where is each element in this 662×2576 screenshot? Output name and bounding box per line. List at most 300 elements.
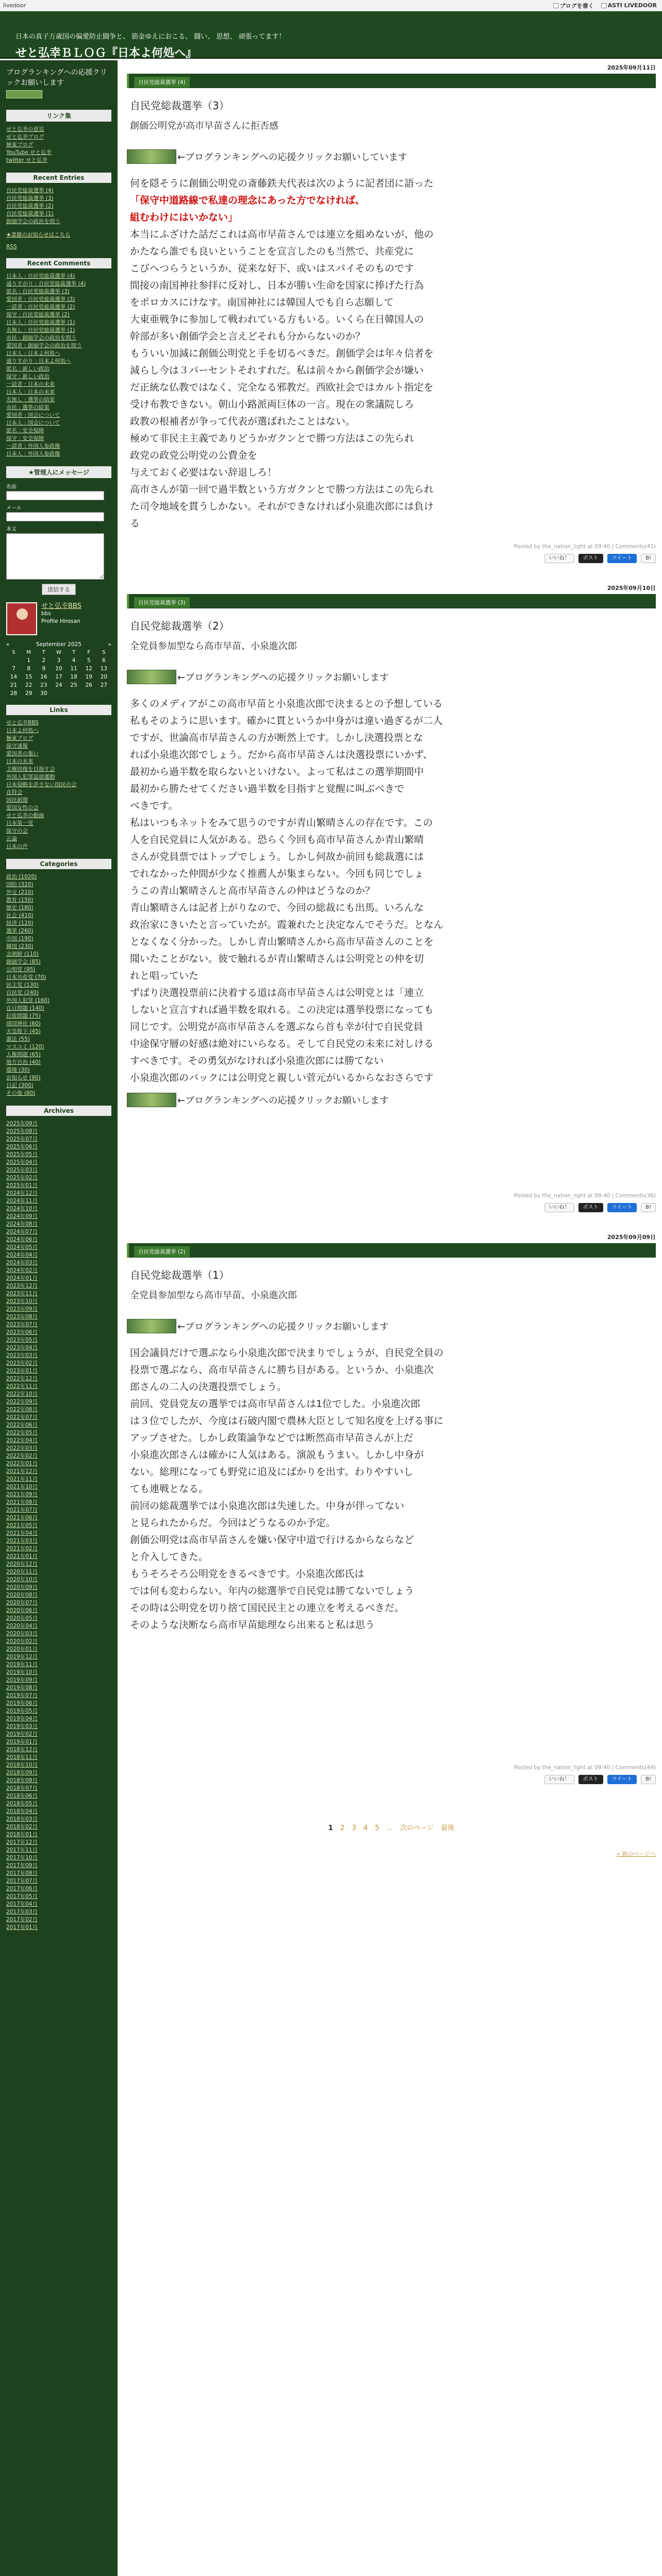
recent-comment[interactable]: 日本人 : 自民党総裁選挙 (1)	[6, 319, 75, 326]
archive-item[interactable]: 2021年12月	[6, 1468, 38, 1475]
category-item[interactable]: 日本共産党 (70)	[6, 974, 46, 980]
archive-item[interactable]: 2021年06月	[6, 1515, 38, 1521]
link-item[interactable]: 国民新聞	[6, 797, 28, 803]
link-item[interactable]: せと弘幸BBS	[6, 720, 39, 726]
ranking-banner-text[interactable]: ←ブログランキングへの応援クリックお願いします	[177, 1321, 389, 1332]
recent-comment[interactable]: 日本人 : 自民党総裁選挙 (4)	[6, 273, 75, 279]
archive-item[interactable]: 2024年11月	[6, 1198, 38, 1204]
calendar-day[interactable]: 11	[70, 666, 77, 672]
category-item[interactable]: 韓国 (230)	[6, 943, 34, 950]
page-link[interactable]: 3	[352, 1824, 356, 1832]
archive-item[interactable]: 2018年01月	[6, 1832, 38, 1838]
post-paragraph: では何も変わらない。年内の総選挙で自民党は勝てないでしょう	[130, 1585, 415, 1597]
post-paragraph: しないと宣言すれば過半数を取れる。この決定は選挙投票になっても	[130, 1004, 434, 1015]
post-paragraph: と介入してきた。	[130, 1551, 209, 1563]
archive-item[interactable]: 2019年01月	[6, 1739, 38, 1745]
archive-item[interactable]: 2022年07月	[6, 1414, 38, 1420]
archive-item[interactable]: 2019年08月	[6, 1685, 38, 1691]
rss-link[interactable]: RSS	[6, 244, 17, 250]
calendar-day[interactable]: 2	[42, 657, 46, 664]
archive-item[interactable]: 2025年03月	[6, 1167, 38, 1173]
archive-item[interactable]: 2018年09月	[6, 1770, 38, 1776]
email-field[interactable]	[6, 512, 104, 521]
category-item[interactable]: 拉致問題 (75)	[6, 1013, 41, 1019]
post-paragraph: 前回、党員党友の選挙では高市早苗さんは1位でした。小泉進次郎	[130, 1398, 421, 1410]
link-item[interactable]: 日本よ何処へ	[6, 727, 39, 734]
link-item[interactable]: 日本第一党	[6, 820, 34, 826]
archive-item[interactable]: 2024年04月	[6, 1252, 38, 1258]
archive-item[interactable]: 2022年08月	[6, 1406, 38, 1413]
archive-item[interactable]: 2019年11月	[6, 1662, 38, 1668]
recent-comment[interactable]: 市民 : 創価学会の政治を問う	[6, 335, 77, 341]
category-item[interactable]: 選挙 (260)	[6, 928, 34, 934]
link-item[interactable]: 日本の未来	[6, 758, 34, 765]
post-paragraph: は３位でしたが、今度は石破内閣で農林大臣として知名度を上げる事に	[130, 1415, 444, 1427]
category-item[interactable]: 教育 (150)	[6, 897, 34, 903]
category-item[interactable]: 政治 (1020)	[6, 874, 37, 880]
archive-item[interactable]: 2025年01月	[6, 1182, 38, 1189]
post-title[interactable]: 自民党総裁選挙（3）	[130, 99, 229, 112]
category-item[interactable]: 環境 (30)	[6, 1067, 30, 1073]
ranking-banner-text[interactable]: ←ブログランキングへの応援クリックお願いします	[177, 672, 389, 683]
page-link[interactable]: 5	[375, 1824, 379, 1832]
archive-item[interactable]: 2020年03月	[6, 1631, 38, 1637]
category-item[interactable]: 経済 (120)	[6, 920, 34, 926]
category-item[interactable]: 天皇陛下 (45)	[6, 1028, 41, 1035]
sidebar-link[interactable]: 極東ブログ	[6, 142, 34, 148]
archive-item[interactable]: 2025年08月	[6, 1128, 38, 1134]
link-item[interactable]: 保守の会	[6, 828, 28, 834]
calendar-day[interactable]: 15	[25, 674, 32, 680]
category-item[interactable]: 地方自治 (40)	[6, 1059, 41, 1065]
page-link[interactable]: 4	[363, 1824, 368, 1832]
send-button[interactable]: 送信する	[42, 584, 76, 595]
recent-comment[interactable]: 日本人 : 国会について	[6, 420, 60, 426]
archive-item[interactable]: 2019年07月	[6, 1692, 38, 1699]
ranking-banner[interactable]	[127, 149, 656, 164]
post-paragraph: れば小泉進次郎でしょう。だから高市早苗さんは決選投票にいかず、	[130, 749, 433, 760]
calendar-day[interactable]: 4	[72, 657, 76, 664]
calendar-day[interactable]: 3	[57, 657, 61, 664]
archive-item[interactable]: 2020年12月	[6, 1561, 38, 1567]
hatena-button[interactable]: B!	[641, 1203, 656, 1212]
archive-item[interactable]: 2023年05月	[6, 1337, 38, 1343]
ranking-banner-icon[interactable]	[127, 1319, 176, 1333]
profile-link[interactable]: Profile Hirosan	[41, 618, 80, 624]
category-item[interactable]: 外交 (210)	[6, 889, 34, 895]
post-title[interactable]: 自民党総裁選挙（1）	[130, 1269, 229, 1281]
archive-item[interactable]: 2018年06月	[6, 1793, 38, 1799]
link-item[interactable]: 愛国女性の会	[6, 805, 39, 811]
archive-item[interactable]: 2024年08月	[6, 1221, 38, 1227]
category-item[interactable]: マスコミ (120)	[6, 1044, 44, 1050]
calendar-day[interactable]: 16	[40, 674, 47, 680]
category-item[interactable]: 創価学会 (85)	[6, 959, 41, 965]
archive-item[interactable]: 2021年04月	[6, 1530, 38, 1536]
post-paragraph: る	[130, 518, 140, 529]
calendar-day[interactable]	[96, 690, 111, 697]
recent-comment[interactable]: 日本人 : 日本の未来	[6, 389, 55, 395]
archive-item[interactable]: 2022年10月	[6, 1391, 38, 1397]
recent-comment[interactable]: 愛国者 : 創価学会の政治を問う	[6, 343, 82, 349]
archive-item[interactable]: 2022年01月	[6, 1461, 38, 1467]
archive-item[interactable]: 2023年07月	[6, 1321, 38, 1328]
archive-item[interactable]: 2022年06月	[6, 1422, 38, 1428]
archive-item[interactable]: 2023年08月	[6, 1314, 38, 1320]
archive-item[interactable]: 2020年06月	[6, 1607, 38, 1614]
post-category[interactable]: 自民党総裁選挙 (4)	[134, 77, 190, 88]
archive-item[interactable]: 2022年02月	[6, 1453, 38, 1459]
link-item[interactable]: 日本侵略を許さない国民の会	[6, 782, 77, 788]
recent-comment[interactable]: 市民 : 選挙の結果	[6, 404, 49, 411]
archive-item[interactable]: 2018年12月	[6, 1747, 38, 1753]
recent-comment[interactable]: 愛国者 : 自民党総裁選挙 (3)	[6, 296, 75, 302]
archive-item[interactable]: 2017年06月	[6, 1886, 38, 1892]
profile-line: bbs	[41, 611, 51, 617]
archive-item[interactable]: 2023年09月	[6, 1306, 38, 1312]
archive-item[interactable]: 2019年06月	[6, 1700, 38, 1706]
link-item[interactable]: 保守速報	[6, 743, 28, 749]
recent-entry[interactable]: 自民党総裁選挙 (3)	[6, 195, 54, 201]
calendar-day[interactable]: 8	[27, 666, 31, 672]
profile-name[interactable]: せと弘幸BBS	[41, 602, 81, 610]
category-item[interactable]: 中国 (190)	[6, 936, 34, 942]
link-item[interactable]: 在特会	[6, 789, 23, 795]
like-button[interactable]: いいね！	[544, 1775, 574, 1784]
category-item[interactable]: 外国人犯罪 (160)	[6, 997, 50, 1004]
archive-item[interactable]: 2020年09月	[6, 1584, 38, 1590]
link-item[interactable]: 外国人犯罪追放運動	[6, 774, 55, 780]
ranking-banner[interactable]	[127, 1319, 656, 1333]
category-item[interactable]: 自民党 (240)	[6, 990, 39, 996]
link-item[interactable]: 愛国者の集い	[6, 751, 39, 757]
archive-item[interactable]: 2020年11月	[6, 1569, 38, 1575]
recent-comment[interactable]: 名無し : 選挙の結果	[6, 397, 55, 403]
archive-item[interactable]: 2020年01月	[6, 1646, 38, 1652]
archive-item[interactable]: 2020年02月	[6, 1638, 38, 1645]
post-paragraph: 人を自民党員に人気がある。恐らく今回も高市早苗さんか青山繁晴	[130, 834, 424, 845]
toolbar-link-write[interactable]: ブログを書く	[553, 2, 594, 10]
calendar-day[interactable]: 22	[25, 682, 32, 688]
calendar-day[interactable]: 30	[40, 690, 47, 697]
archive-item[interactable]: 2021年10月	[6, 1484, 38, 1490]
archive-item[interactable]: 2021年05月	[6, 1522, 38, 1529]
archive-item[interactable]: 2017年08月	[6, 1870, 38, 1876]
archive-item[interactable]: 2020年07月	[6, 1600, 38, 1606]
archive-item[interactable]: 2017年05月	[6, 1893, 38, 1900]
calendar-day[interactable]	[51, 690, 66, 697]
link-item[interactable]: 主権回復を目指す会	[6, 766, 55, 772]
category-item[interactable]: 憲法 (55)	[6, 1036, 30, 1042]
calendar-day[interactable]: 25	[70, 682, 77, 688]
archive-item[interactable]: 2024年06月	[6, 1236, 38, 1243]
post-body	[127, 1345, 656, 1634]
archive-item[interactable]: 2024年12月	[6, 1190, 38, 1196]
archive-item[interactable]: 2023年11月	[6, 1291, 38, 1297]
archive-item[interactable]: 2025年09月	[6, 1121, 38, 1127]
category-item[interactable]: 人権問題 (65)	[6, 1052, 41, 1058]
category-item[interactable]: 日記 (300)	[6, 1082, 34, 1089]
prev-page-link[interactable]: « 前のページへ	[616, 1851, 656, 1857]
next-page-link[interactable]: 次のページ	[400, 1824, 434, 1832]
archive-item[interactable]: 2018年05月	[6, 1801, 38, 1807]
archive-item[interactable]: 2023年03月	[6, 1352, 38, 1359]
archive-item[interactable]: 2017年12月	[6, 1839, 38, 1845]
ranking-banner-icon[interactable]	[127, 670, 176, 684]
archive-item[interactable]: 2022年05月	[6, 1430, 38, 1436]
ranking-banner-text[interactable]: ←ブログランキングへの応援クリックお願いしています	[177, 152, 407, 163]
archive-item[interactable]: 2017年07月	[6, 1878, 38, 1884]
archive-item[interactable]: 2018年07月	[6, 1785, 38, 1791]
post-paragraph: 減らし今は３パーセントそれすれだ。私は前々から創価学会が嫌い	[130, 365, 424, 376]
calendar-day[interactable]: 10	[55, 666, 62, 672]
archive-item[interactable]: 2017年10月	[6, 1855, 38, 1861]
post-paragraph: 与えておく必要はない辞退しろ！	[130, 467, 277, 478]
archive-item[interactable]: 2017年04月	[6, 1901, 38, 1907]
ranking-banner-bottom[interactable]	[127, 1093, 656, 1107]
archive-item[interactable]: 2025年06月	[6, 1144, 38, 1150]
archive-item[interactable]: 2024年01月	[6, 1275, 38, 1281]
category-item[interactable]: 北朝鮮 (110)	[6, 951, 39, 957]
archive-item[interactable]: 2021年02月	[6, 1546, 38, 1552]
archive-item[interactable]: 2020年10月	[6, 1577, 38, 1583]
archive-item[interactable]: 2021年11月	[6, 1476, 38, 1482]
recent-entries-list	[6, 187, 111, 226]
archive-item[interactable]: 2023年04月	[6, 1345, 38, 1351]
recent-comment[interactable]: 匿名 : 安全保障	[6, 428, 44, 434]
hatena-button[interactable]: B!	[641, 554, 656, 563]
category-item[interactable]: 靖国神社 (60)	[6, 1021, 41, 1027]
category-item[interactable]: 在日問題 (140)	[6, 1005, 44, 1011]
archive-item[interactable]: 2021年03月	[6, 1538, 38, 1544]
archive-item[interactable]: 2018年02月	[6, 1824, 38, 1830]
recent-entry[interactable]: 自民党総裁選挙 (2)	[6, 203, 54, 209]
ranking-banner[interactable]	[127, 670, 656, 684]
calendar-day[interactable]: 26	[85, 682, 92, 688]
archive-item[interactable]: 2021年01月	[6, 1553, 38, 1560]
post-paragraph: 最初から過半数を取らないといけない。よって私はこの選挙期間中	[130, 766, 424, 777]
links-list	[6, 719, 111, 851]
post-paragraph: もうそろそろ公明党をきるべきです。小泉進次郎氏は	[130, 1568, 365, 1580]
post-paragraph: となくなく分かった。しかし青山繁晴さんから高市早苗さんのことを	[130, 936, 434, 947]
calendar-day[interactable]: 14	[10, 674, 18, 680]
post-paragraph: さんが党員票ではトップでしょう。しかし何故か前回も総裁選には	[130, 851, 424, 862]
archive-item[interactable]: 2017年09月	[6, 1862, 38, 1869]
archive-item[interactable]: 2025年05月	[6, 1151, 38, 1158]
archive-item[interactable]: 2017年11月	[6, 1847, 38, 1853]
like-button[interactable]: いいね！	[544, 554, 574, 563]
archive-item[interactable]: 2022年04月	[6, 1437, 38, 1444]
post-button[interactable]: ポスト	[578, 1775, 603, 1784]
recent-comment[interactable]: 一読者 : 日本の未来	[6, 381, 55, 387]
recent-comment[interactable]: 愛国者 : 国会について	[6, 412, 60, 418]
recent-comment[interactable]: 通りすがり : 自民党総裁選挙 (4)	[6, 281, 86, 287]
post-body	[127, 175, 656, 532]
post-button[interactable]: ポスト	[578, 554, 603, 563]
archive-item[interactable]: 2020年05月	[6, 1615, 38, 1621]
post-paragraph: 中途保守層の好感は絶対にいらなる。そして自民党の未来に対しける	[130, 1038, 434, 1049]
tweet-button[interactable]: ツイート	[607, 554, 637, 563]
calendar-day[interactable]: 23	[40, 682, 47, 688]
archive-item[interactable]: 2018年04月	[6, 1808, 38, 1815]
recent-comment[interactable]: 一読者 : 自民党総裁選挙 (2)	[6, 304, 75, 310]
archive-item[interactable]: 2019年04月	[6, 1716, 38, 1722]
ranking-banner-icon[interactable]	[127, 149, 176, 164]
sidebar-link[interactable]: せと弘幸ブログ	[6, 134, 44, 140]
message-field[interactable]	[6, 533, 104, 580]
archive-item[interactable]: 2025年04月	[6, 1159, 38, 1165]
archive-item[interactable]: 2020年08月	[6, 1592, 38, 1598]
recent-entry[interactable]: 自民党総裁選挙 (1)	[6, 211, 54, 217]
category-item[interactable]: 社会 (410)	[6, 912, 34, 919]
recent-comment[interactable]: 名無し : 自民党総裁選挙 (1)	[6, 327, 75, 333]
calendar-day[interactable]: 5	[87, 657, 91, 664]
archive-item[interactable]: 2017年02月	[6, 1917, 38, 1923]
recent-comment[interactable]: 日本人 : 外国人参政権	[6, 451, 60, 457]
link-item[interactable]: 極東ブログ	[6, 735, 34, 741]
archive-item[interactable]: 2019年10月	[6, 1669, 38, 1675]
archive-item[interactable]: 2022年12月	[6, 1376, 38, 1382]
archive-item[interactable]: 2018年03月	[6, 1816, 38, 1822]
archive-item[interactable]: 2021年09月	[6, 1492, 38, 1498]
sidebar-link[interactable]: YouTube せと弘幸	[6, 149, 52, 156]
archive-item[interactable]: 2025年02月	[6, 1175, 38, 1181]
calendar-day[interactable]	[6, 657, 21, 664]
blog-post	[127, 60, 656, 581]
archive-item[interactable]: 2025年07月	[6, 1136, 38, 1142]
archive-item[interactable]: 2021年08月	[6, 1499, 38, 1505]
calendar-day[interactable]: 21	[10, 682, 18, 688]
recent-comment[interactable]: 一読者 : 外国人参政権	[6, 443, 60, 449]
archive-item[interactable]: 2017年01月	[6, 1924, 38, 1930]
archive-item[interactable]: 2023年06月	[6, 1329, 38, 1335]
calendar-day[interactable]: 24	[55, 682, 62, 688]
archive-item[interactable]: 2022年03月	[6, 1445, 38, 1451]
calendar-day[interactable]: 6	[102, 657, 106, 664]
archive-item[interactable]: 2022年09月	[6, 1399, 38, 1405]
avatar[interactable]	[6, 602, 37, 635]
archive-item[interactable]: 2019年02月	[6, 1731, 38, 1737]
archive-item[interactable]: 2024年10月	[6, 1206, 38, 1212]
archive-item[interactable]: 2024年09月	[6, 1213, 38, 1219]
blog-title[interactable]: せと弘幸ＢＬＯＧ『日本よ何処へ』	[15, 47, 197, 60]
sidebar-link[interactable]: せと弘幸の意見	[6, 126, 44, 132]
page-link[interactable]: 2	[340, 1824, 345, 1832]
archive-item[interactable]: 2019年09月	[6, 1677, 38, 1683]
category-item[interactable]: 公明党 (95)	[6, 967, 36, 973]
recent-comment[interactable]: 匿名 : 自民党総裁選挙 (3)	[6, 289, 70, 295]
recent-comment[interactable]: 保守 : 自民党総裁選挙 (2)	[6, 312, 70, 318]
recent-entry[interactable]: 創価学会の政治を問う	[6, 218, 60, 225]
calendar-day[interactable]: 9	[42, 666, 46, 672]
archive-item[interactable]: 2024年03月	[6, 1260, 38, 1266]
archive-item[interactable]: 2023年01月	[6, 1368, 38, 1374]
category-item[interactable]: 民主党 (130)	[6, 982, 39, 988]
post-paragraph: 組むわけにはいかない」	[130, 212, 238, 223]
archive-item[interactable]: 2017年03月	[6, 1909, 38, 1915]
archive-item[interactable]: 2023年02月	[6, 1360, 38, 1366]
archive-item[interactable]: 2018年10月	[6, 1762, 38, 1768]
recent-comment[interactable]: 保守 : 新しい政治	[6, 374, 49, 380]
post-category[interactable]: 自民党総裁選挙 (3)	[134, 597, 190, 608]
archive-item[interactable]: 2022年11月	[6, 1383, 38, 1389]
archive-item[interactable]: 2023年10月	[6, 1298, 38, 1304]
link-item[interactable]: 日本の声	[6, 843, 28, 850]
archive-item[interactable]: 2019年03月	[6, 1723, 38, 1730]
archive-item[interactable]: 2019年12月	[6, 1654, 38, 1660]
archive-item[interactable]: 2018年08月	[6, 1777, 38, 1784]
archive-item[interactable]: 2021年07月	[6, 1507, 38, 1513]
link-item[interactable]: 正論	[6, 836, 17, 842]
calendar-day[interactable]: 1	[27, 657, 31, 664]
archive-item[interactable]: 2024年05月	[6, 1244, 38, 1250]
calendar-day[interactable]: 28	[10, 690, 18, 697]
post-paragraph: ない。総理になっても野党に追及にばかりを出す。わりやすいし	[130, 1466, 413, 1478]
post-button[interactable]: ポスト	[578, 1203, 603, 1212]
post-category[interactable]: 自民党総裁選挙 (2)	[134, 1246, 190, 1257]
calendar-day[interactable]: 17	[55, 674, 62, 680]
tweet-button[interactable]: ツイート	[607, 1203, 637, 1212]
form-mail-label: メール	[6, 505, 22, 511]
calendar-day[interactable]	[67, 690, 81, 697]
tweet-button[interactable]: ツイート	[607, 1775, 637, 1784]
calendar-day[interactable]: 27	[100, 682, 108, 688]
calendar-prev[interactable]: «	[6, 641, 10, 648]
last-page-link[interactable]: 最後	[441, 1824, 455, 1832]
recent-comment[interactable]: 日本人 : 日本よ何処へ	[6, 350, 60, 357]
calendar-day[interactable]	[81, 690, 96, 697]
link-item[interactable]: せと弘幸の動画	[6, 812, 44, 819]
calendar-day[interactable]: 12	[85, 666, 92, 672]
sidebar-link[interactable]: twitter せと弘幸	[6, 157, 47, 163]
recent-entry[interactable]: 自民党総裁選挙 (4)	[6, 188, 54, 194]
archive-item[interactable]: 2018年11月	[6, 1754, 38, 1760]
recent-comment[interactable]: 通りすがり : 日本よ何処へ	[6, 358, 71, 364]
calendar-day[interactable]: 19	[85, 674, 92, 680]
recent-comment[interactable]: 匿名 : 新しい政治	[6, 366, 49, 372]
archive-item[interactable]: 2020年04月	[6, 1623, 38, 1629]
archive-item[interactable]: 2024年02月	[6, 1267, 38, 1274]
calendar-day[interactable]: 7	[12, 666, 15, 672]
ranking-banner-text[interactable]: ←ブログランキングへの応援クリックお願いします	[177, 1095, 389, 1106]
post-paragraph: 幹部が多い創価学会と言えどそれも分からないのか？	[130, 331, 366, 342]
name-field[interactable]	[6, 491, 104, 500]
calendar-day[interactable]: 29	[25, 690, 32, 697]
post-paragraph: 小泉進次郎さんは確かに人気はある。演説もうまい。しかし中身が	[130, 1449, 424, 1461]
calendar-next[interactable]: »	[108, 641, 111, 648]
toolbar-link-asti[interactable]: ASTI LIVEDOOR	[601, 2, 657, 9]
calendar-day[interactable]: 13	[100, 666, 108, 672]
brand-label[interactable]: livedoor	[3, 2, 26, 9]
hatena-button[interactable]: B!	[641, 1775, 656, 1784]
archive-item[interactable]: 2023年12月	[6, 1283, 38, 1289]
page-link[interactable]: 1	[328, 1824, 333, 1832]
ranking-banner-icon[interactable]	[6, 90, 42, 98]
recent-comment[interactable]: 保守 : 安全保障	[6, 435, 44, 442]
calendar-day[interactable]: 18	[70, 674, 77, 680]
archive-item[interactable]: 2024年07月	[6, 1229, 38, 1235]
like-button[interactable]: いいね！	[544, 1203, 574, 1212]
archive-item[interactable]: 2019年05月	[6, 1708, 38, 1714]
ranking-banner-icon[interactable]	[127, 1093, 176, 1107]
category-item[interactable]: お知らせ (90)	[6, 1075, 41, 1081]
book-notice-link[interactable]: ★書籍のお知らせはこちら	[6, 232, 71, 238]
category-item[interactable]: その他 (80)	[6, 1090, 36, 1096]
category-item[interactable]: 国防 (320)	[6, 882, 34, 888]
category-item[interactable]: 歴史 (180)	[6, 905, 34, 911]
calendar-day[interactable]: 20	[100, 674, 108, 680]
post-title[interactable]: 自民党総裁選挙（2）	[130, 620, 229, 632]
